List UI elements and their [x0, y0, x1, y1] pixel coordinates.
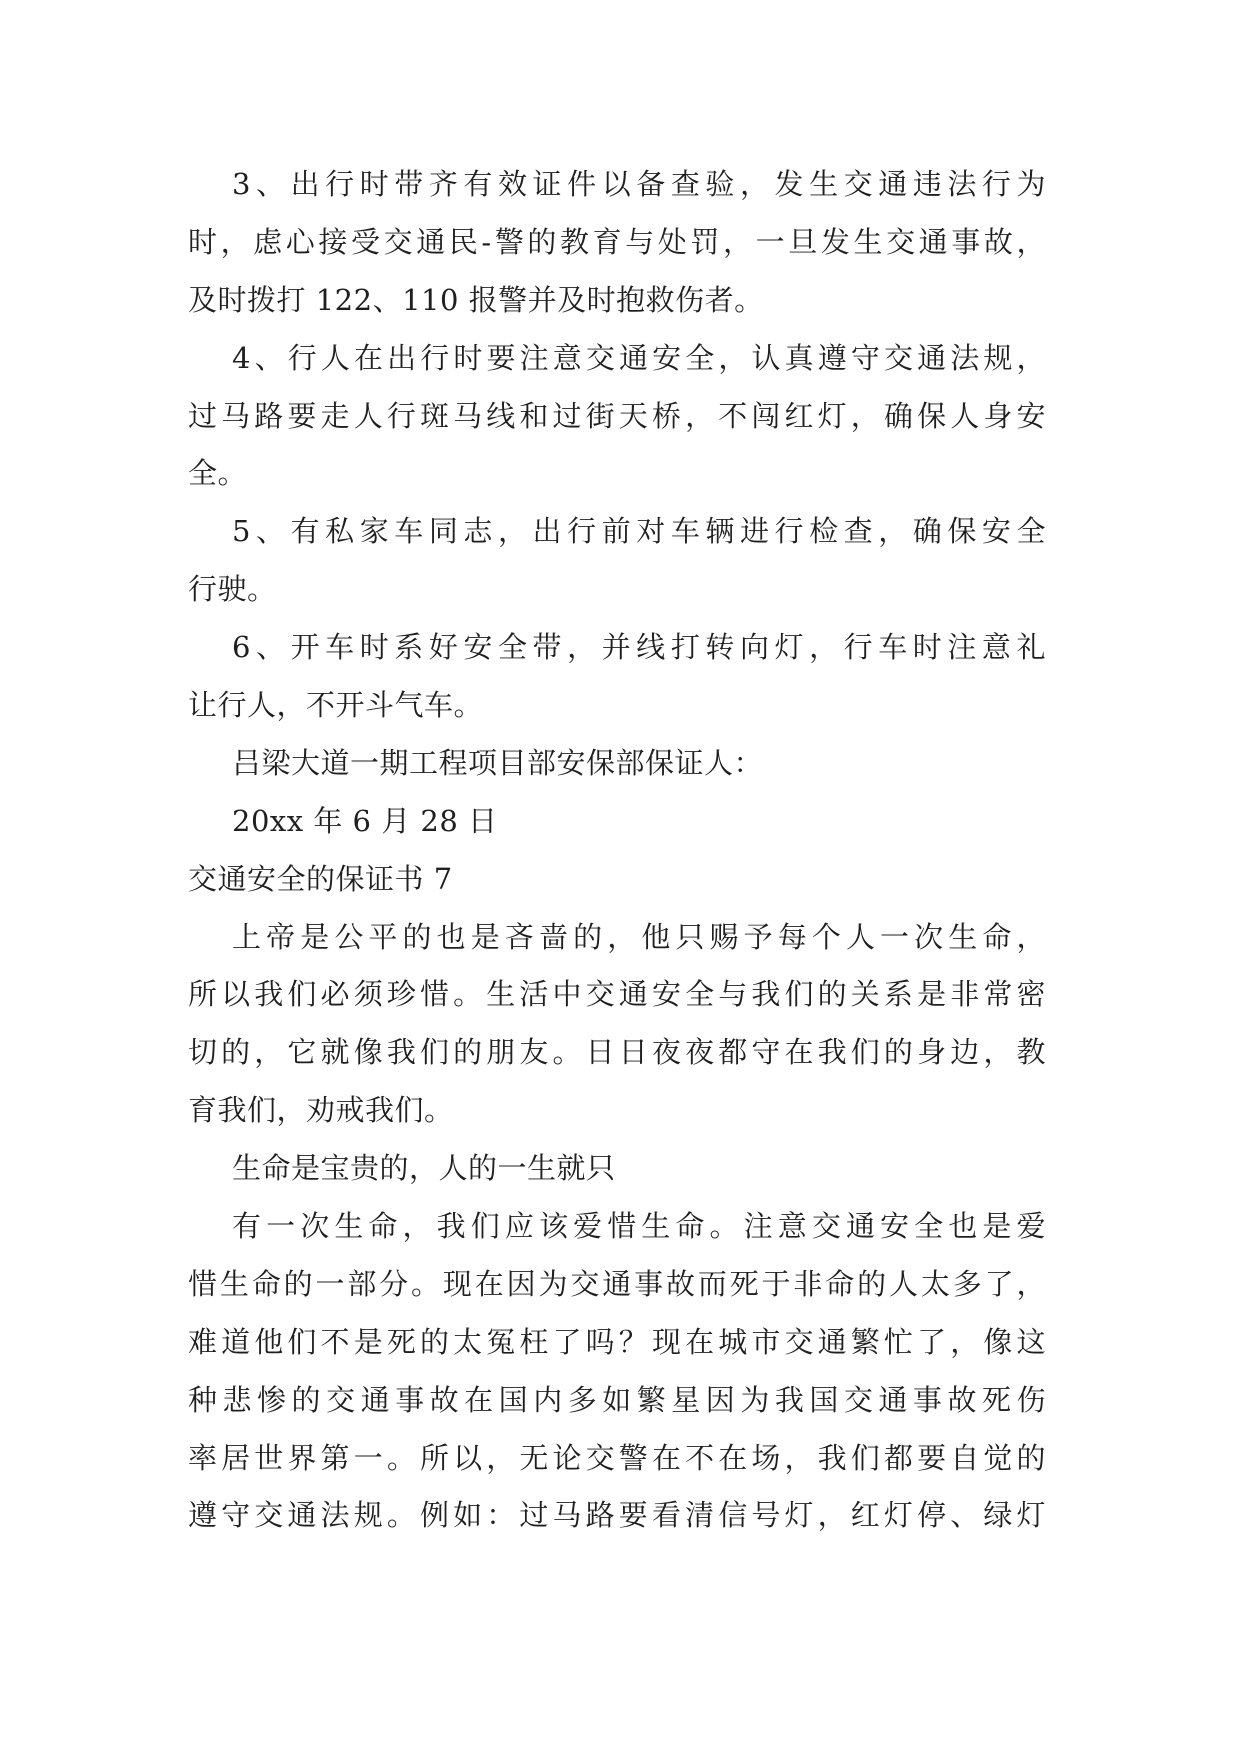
date-line: 20xx 年 6 月 28 日: [232, 803, 498, 838]
paragraph-line: 切的，它就像我们的朋友。日日夜夜都守在我们的身边，教: [188, 1035, 1046, 1070]
date-block: [188, 793, 1046, 851]
paragraph-line: 6、开车时系好安全带，并线打转向灯，行车时注意礼: [232, 630, 1046, 665]
paragraph-line: 时，虑心接受交通民-警的教育与处罚，一旦发生交通事故，: [188, 224, 1046, 259]
paragraph-line: 全。: [188, 456, 248, 491]
paragraph-line: 4、行人在出行时要注意交通安全，认真遵守交通法规，: [232, 340, 1046, 375]
section-title: 交通安全的保证书 7: [188, 861, 453, 896]
pledge-item-6: [188, 619, 1046, 735]
paragraph-line: 种悲惨的交通事故在国内多如繁星因为我国交通事故死伤: [188, 1382, 1046, 1417]
pledge-item-3: [188, 156, 1046, 330]
paragraph-line: 上帝是公平的也是吝啬的，他只赐予每个人一次生命，: [232, 919, 1046, 954]
section-title-block: [188, 851, 1046, 909]
paragraph-line: 遵守交通法规。例如：过马路要看清信号灯，红灯停、绿灯: [188, 1498, 1046, 1533]
pledge-item-5: [188, 503, 1046, 619]
body-paragraph-2: [188, 1140, 1046, 1198]
paragraph-line: 5、有私家车同志，出行前对车辆进行检查，确保安全: [232, 514, 1046, 549]
paragraph-line: 行驶。: [188, 572, 277, 607]
body-paragraph-1: [188, 909, 1046, 1141]
paragraph-line: 让行人，不开斗气车。: [188, 688, 484, 723]
paragraph-line: 惜生命的一部分。现在因为交通事故而死于非命的人太多了，: [188, 1266, 1046, 1301]
paragraph-line: 生命是宝贵的，人的一生就只: [232, 1151, 616, 1186]
paragraph-line: 3、出行时带齐有效证件以备查验，发生交通违法行为: [232, 167, 1046, 201]
paragraph-line: 难道他们不是死的太冤枉了吗？现在城市交通繁忙了，像这: [188, 1324, 1046, 1359]
pledge-item-4: [188, 330, 1046, 504]
paragraph-line: 过马路要走人行斑马线和过街天桥，不闯红灯，确保人身安: [188, 398, 1046, 433]
paragraph-line: 育我们，劝戒我们。: [188, 1093, 454, 1128]
signature-line: 吕梁大道一期工程项目部安保部保证人：: [232, 745, 764, 780]
paragraph-line: 及时拨打 122、110 报警并及时抱救伤者。: [188, 282, 764, 317]
paragraph-line: 所以我们必须珍惜。生活中交通安全与我们的关系是非常密: [188, 977, 1046, 1012]
document-body: [188, 156, 1046, 1545]
paragraph-line: 有一次生命，我们应该爱惜生命。注意交通安全也是爱: [232, 1209, 1046, 1244]
signature-block: [188, 735, 1046, 793]
paragraph-line: 率居世界第一。所以，无论交警在不在场，我们都要自觉的: [188, 1440, 1046, 1475]
body-paragraph-3: [188, 1198, 1046, 1545]
